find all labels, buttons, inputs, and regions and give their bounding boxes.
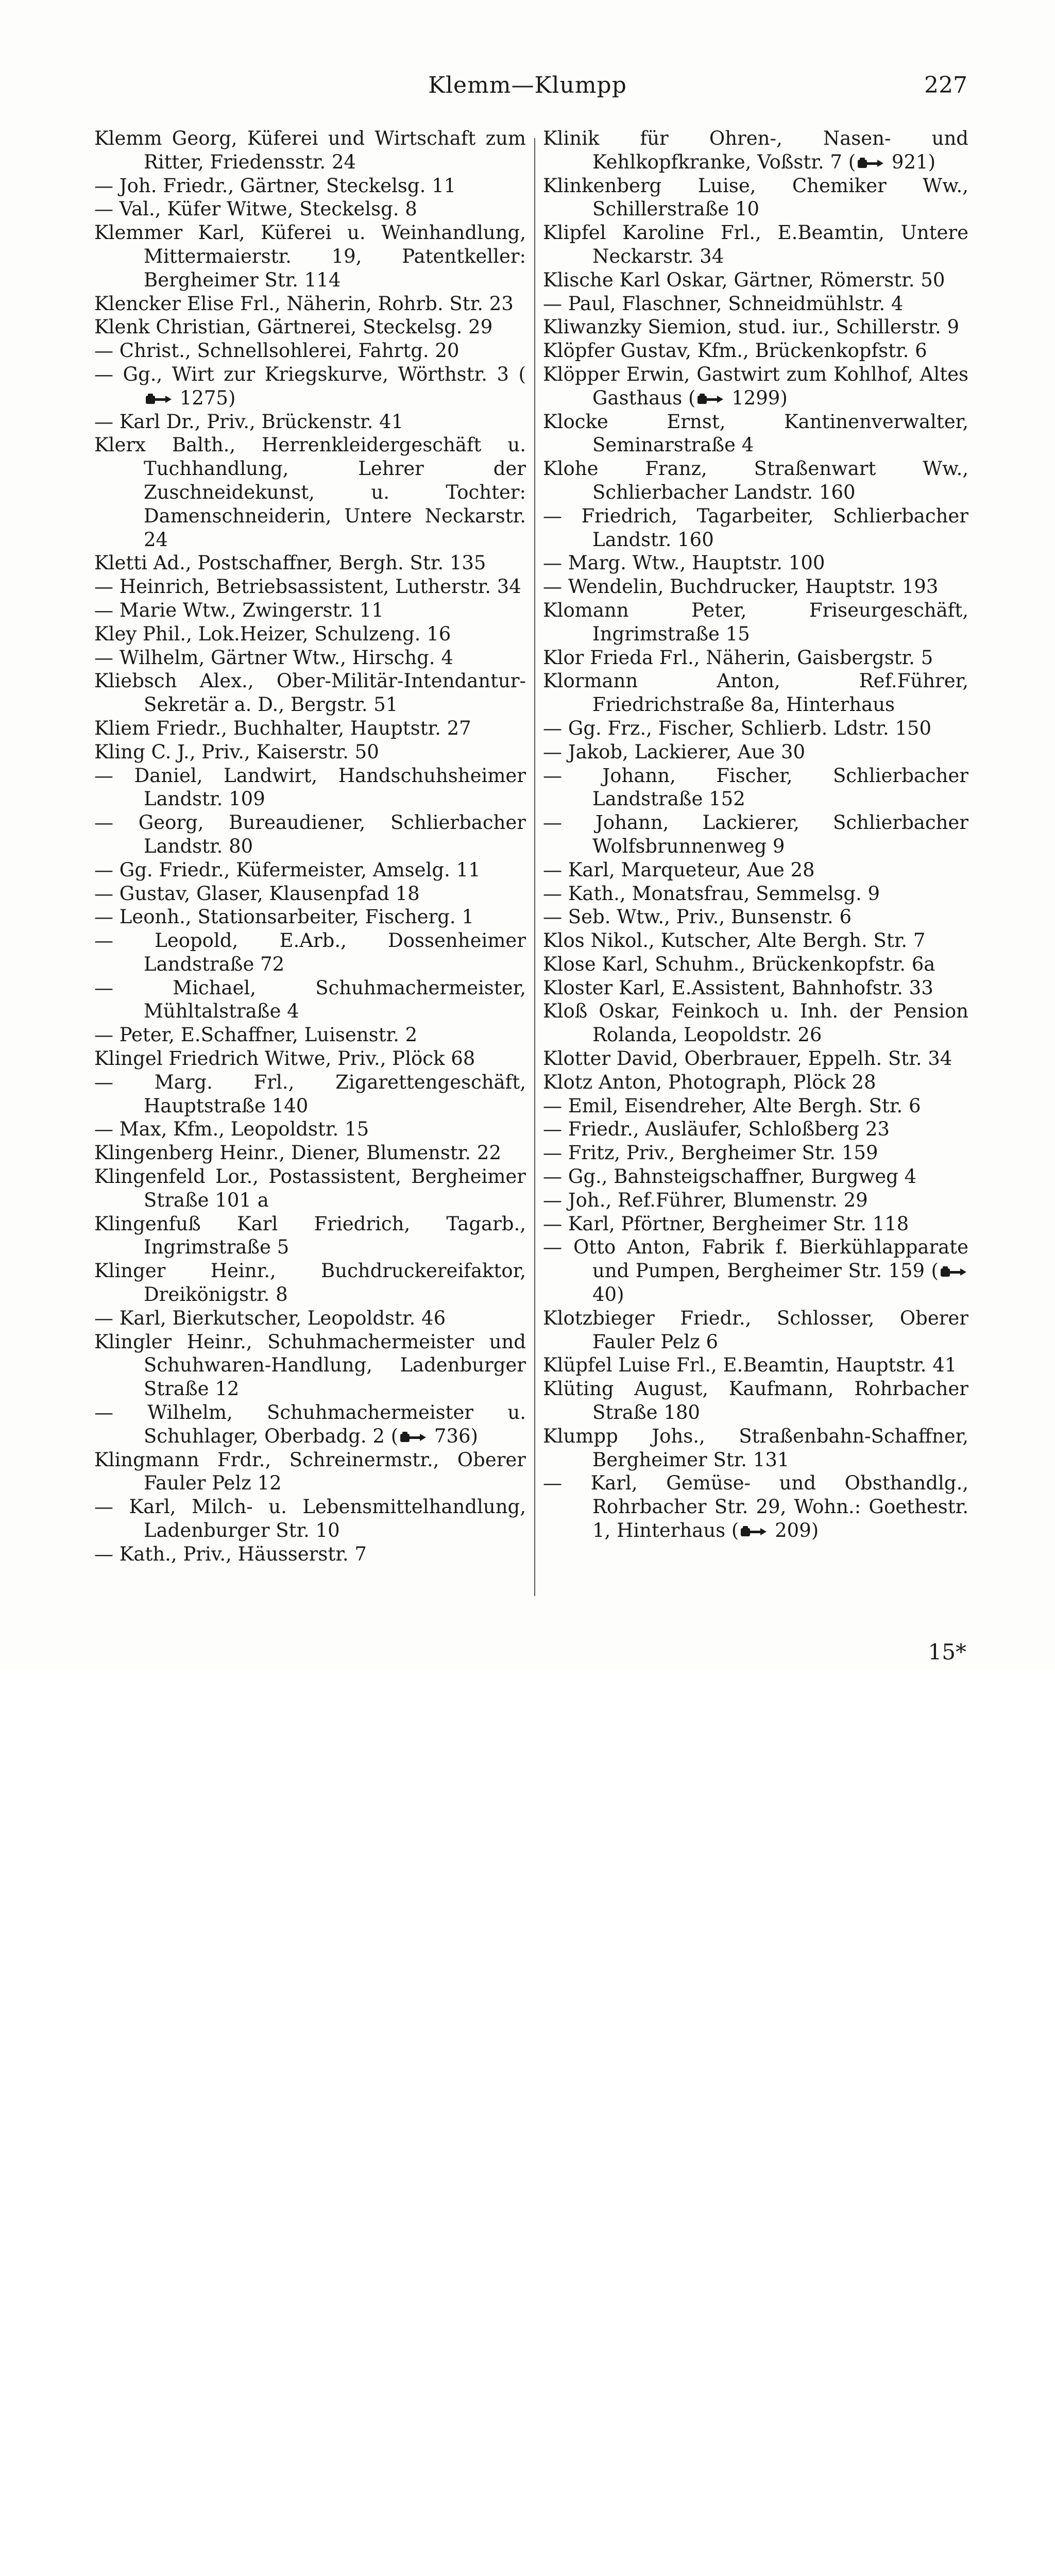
telephone-number: 40 bbox=[592, 1283, 617, 1306]
directory-entry bbox=[94, 1448, 526, 1496]
entry-text: Klinger Heinr., Buchdruckereifaktor, Dreikönigstr. 8 bbox=[94, 1260, 526, 1306]
directory-entry bbox=[543, 1165, 968, 1189]
entry-suffix: ) bbox=[780, 386, 788, 409]
right-column bbox=[543, 127, 968, 1543]
entry-text: Klohe Franz, Straßenwart Ww., Schlierbacher Landstr. 160 bbox=[543, 457, 968, 503]
directory-entry bbox=[94, 717, 526, 740]
entry-text: — Friedrich, Tagarbeiter, Schlierbacher Landstr. 160 bbox=[543, 504, 968, 551]
entry-text: Klingmann Frdr., Schreinermstr., Oberer Fauler Pelz 12 bbox=[94, 1448, 526, 1495]
entry-text: Klotz Anton, Photograph, Plöck 28 bbox=[543, 1071, 876, 1093]
directory-entry bbox=[543, 669, 968, 717]
entry-text: Klemmer Karl, Küferei u. Weinhandlung, Mittermaierstr. 19, Patentkeller: Bergheimer Str. 114 bbox=[94, 222, 526, 291]
directory-entry bbox=[94, 339, 526, 363]
entry-text: Klose Karl, Schuhm., Brückenkopfstr. 6a bbox=[543, 953, 935, 975]
directory-entry bbox=[543, 292, 968, 316]
entry-suffix: ) bbox=[617, 1283, 624, 1306]
directory-entry bbox=[94, 1495, 526, 1543]
entry-text: — Daniel, Landwirt, Handschuhsheimer Landstr. 109 bbox=[94, 764, 526, 810]
telephone-number: 209 bbox=[769, 1519, 811, 1542]
directory-entry bbox=[543, 976, 968, 1000]
entry-text: Klinik für Ohren-, Nasen- und Kehlkopfkranke, Voßstr. 7 ( bbox=[543, 127, 968, 173]
directory-entry bbox=[94, 811, 526, 858]
directory-entry bbox=[94, 976, 526, 1024]
entry-text: Klotzbieger Friedr., Schlosser, Oberer Fauler Pelz 6 bbox=[543, 1307, 968, 1353]
telephone-icon bbox=[740, 1525, 768, 1538]
directory-entry bbox=[543, 410, 968, 457]
entry-text: Kliwanzky Siemion, stud. iur., Schillerstr. 9 bbox=[543, 316, 960, 338]
entry-text: Klocke Ernst, Kantinenverwalter, Seminarstraße 4 bbox=[543, 410, 968, 456]
entry-text: — Val., Küfer Witwe, Steckelsg. 8 bbox=[94, 198, 417, 221]
entry-text: Klüpfel Luise Frl., E.Beamtin, Hauptstr. 41 bbox=[543, 1354, 957, 1377]
entry-text: Klöpfer Gustav, Kfm., Brückenkopfstr. 6 bbox=[543, 340, 927, 362]
directory-entry bbox=[543, 363, 968, 410]
directory-entry bbox=[543, 882, 968, 906]
entry-text: Klingenberg Heinr., Diener, Blumenstr. 22 bbox=[94, 1142, 502, 1164]
directory-entry bbox=[94, 363, 526, 410]
directory-entry bbox=[543, 1189, 968, 1212]
directory-entry bbox=[543, 1307, 968, 1354]
directory-entry bbox=[543, 127, 968, 174]
entry-text: — Heinrich, Betriebsassistent, Lutherstr. 34 bbox=[94, 575, 521, 598]
entry-text: — Georg, Bureaudiener, Schlierbacher Landstr. 80 bbox=[94, 811, 526, 857]
entry-text: — Marg. Frl., Zigarettengeschäft, Hauptstraße 140 bbox=[94, 1071, 526, 1117]
directory-entry bbox=[94, 292, 526, 316]
entry-text: — Karl, Milch- u. Lebensmittelhandlung, Ladenburger Str. 10 bbox=[94, 1496, 526, 1542]
entry-text: Klencker Elise Frl., Näherin, Rohrb. Str. 23 bbox=[94, 292, 514, 315]
directory-entry bbox=[94, 622, 526, 646]
directory-entry bbox=[94, 740, 526, 764]
left-column bbox=[94, 127, 526, 1566]
entry-text: Klische Karl Oskar, Gärtner, Römerstr. 50 bbox=[543, 268, 945, 291]
entry-text: Klingenfeld Lor., Postassistent, Bergheimer Straße 101 a bbox=[94, 1165, 526, 1211]
directory-entry bbox=[543, 457, 968, 504]
directory-entry bbox=[543, 1094, 968, 1118]
entry-text: Klomann Peter, Friseurgeschäft, Ingrimstraße 15 bbox=[543, 599, 968, 645]
directory-entry bbox=[94, 1543, 526, 1566]
entry-text: Klingel Friedrich Witwe, Priv., Plöck 68 bbox=[94, 1047, 475, 1070]
entry-text: Kliem Friedr., Buchhalter, Hauptstr. 27 bbox=[94, 717, 471, 739]
directory-entry bbox=[543, 1141, 968, 1165]
entry-suffix: ) bbox=[811, 1519, 819, 1542]
entry-text: — Gg., Bahnsteigschaffner, Burgweg 4 bbox=[543, 1165, 917, 1188]
directory-entry bbox=[543, 1117, 968, 1141]
entry-text: Klingenfuß Karl Friedrich, Tagarb., Ingrimstraße 5 bbox=[94, 1212, 526, 1259]
entry-text: — Seb. Wtw., Priv., Bunsenstr. 6 bbox=[543, 906, 852, 928]
directory-entry bbox=[543, 1425, 968, 1472]
directory-entry bbox=[543, 811, 968, 858]
directory-entry bbox=[94, 127, 526, 174]
signature-mark: 15* bbox=[928, 1639, 966, 1665]
directory-entry bbox=[543, 764, 968, 811]
entry-text: — Kath., Priv., Häusserstr. 7 bbox=[94, 1543, 367, 1565]
entry-text: — Gg. Frz., Fischer, Schlierb. Ldstr. 150 bbox=[543, 717, 931, 739]
entry-text: — Christ., Schnellsohlerei, Fahrtg. 20 bbox=[94, 340, 460, 362]
directory-entry bbox=[94, 174, 526, 198]
telephone-number: 1299 bbox=[725, 386, 780, 409]
entry-text: Kliebsch Alex., Ober-Militär-Intendantur-Sekretär a. D., Bergstr. 51 bbox=[94, 670, 526, 716]
directory-entry bbox=[94, 197, 526, 221]
directory-entry bbox=[94, 221, 526, 292]
directory-entry bbox=[543, 504, 968, 552]
directory-entry bbox=[543, 551, 968, 575]
directory-entry bbox=[543, 740, 968, 764]
directory-entry bbox=[94, 646, 526, 670]
entry-text: — Karl, Gemüse- und Obsthandlg., Rohrbacher Str. 29, Wohn.: Goethestr. 1, Hinterhaus ( bbox=[543, 1472, 968, 1542]
entry-text: Klerx Balth., Herrenkleidergeschäft u. Tuchhandlung, Lehrer der Zuschneidekunst, u. Tochter: Damenschneiderin, Untere Neckarstr. 24 bbox=[94, 434, 526, 551]
directory-entry bbox=[94, 1401, 526, 1448]
directory-entry bbox=[543, 929, 968, 953]
page-number: 227 bbox=[924, 72, 967, 98]
entry-text: — Otto Anton, Fabrik f. Bierkühlapparate und Pumpen, Bergheimer Str. 159 ( bbox=[543, 1236, 968, 1282]
directory-entry bbox=[543, 315, 968, 339]
entry-text: — Karl, Bierkutscher, Leopoldstr. 46 bbox=[94, 1307, 446, 1329]
entry-text: Klöpper Erwin, Gastwirt zum Kohlhof, Altes Gasthaus ( bbox=[543, 363, 968, 409]
directory-entry bbox=[543, 953, 968, 976]
entry-text: Klüting August, Kaufmann, Rohrbacher Straße 180 bbox=[543, 1378, 968, 1424]
entry-text: Kling C. J., Priv., Kaiserstr. 50 bbox=[94, 740, 379, 763]
directory-entry bbox=[94, 858, 526, 882]
entry-text: Klipfel Karoline Frl., E.Beamtin, Untere Neckarstr. 34 bbox=[543, 222, 968, 267]
entry-text: Klenk Christian, Gärtnerei, Steckelsg. 29 bbox=[94, 316, 493, 338]
directory-entry bbox=[94, 882, 526, 906]
directory-entry bbox=[94, 1047, 526, 1071]
telephone-number: 736 bbox=[428, 1425, 471, 1447]
entry-text: Kloster Karl, E.Assistent, Bahnhofstr. 33 bbox=[543, 976, 933, 999]
entry-text: Klinkenberg Luise, Chemiker Ww., Schillerstraße 10 bbox=[543, 174, 968, 221]
directory-entry bbox=[543, 1047, 968, 1071]
entry-text: Klos Nikol., Kutscher, Alte Bergh. Str. 7 bbox=[543, 929, 926, 952]
directory-entry bbox=[94, 669, 526, 717]
entry-text: — Karl Dr., Priv., Brückenstr. 41 bbox=[94, 410, 404, 433]
entry-text: — Joh., Ref.Führer, Blumenstr. 29 bbox=[543, 1189, 868, 1211]
directory-entry bbox=[543, 575, 968, 599]
directory-entry bbox=[94, 599, 526, 622]
directory-entry bbox=[94, 551, 526, 575]
entry-text: — Emil, Eisendreher, Alte Bergh. Str. 6 bbox=[543, 1094, 921, 1117]
column-divider bbox=[534, 138, 535, 1596]
entry-suffix: ) bbox=[928, 150, 935, 173]
directory-entry bbox=[94, 1071, 526, 1118]
entry-text: — Peter, E.Schaffner, Luisenstr. 2 bbox=[94, 1024, 418, 1046]
directory-entry bbox=[543, 174, 968, 222]
running-title: Klemm—Klumpp bbox=[428, 72, 627, 98]
directory-entry bbox=[543, 1235, 968, 1306]
entry-text: Klotter David, Oberbrauer, Eppelh. Str. 34 bbox=[543, 1047, 952, 1070]
directory-entry bbox=[543, 905, 968, 929]
entry-text: — Wilhelm, Schuhmachermeister u. Schuhlager, Oberbadg. 2 ( bbox=[94, 1401, 526, 1447]
directory-entry bbox=[543, 646, 968, 670]
directory-entry bbox=[94, 929, 526, 976]
directory-entry bbox=[543, 1471, 968, 1542]
entry-text: — Gg. Friedr., Küfermeister, Amselg. 11 bbox=[94, 858, 481, 881]
entry-text: — Gustav, Glaser, Klausenpfad 18 bbox=[94, 882, 420, 905]
entry-text: Kley Phil., Lok.Heizer, Schulzeng. 16 bbox=[94, 622, 451, 645]
entry-text: — Johann, Fischer, Schlierbacher Landstraße 152 bbox=[543, 764, 968, 810]
entry-text: — Michael, Schuhmachermeister, Mühltalstraße 4 bbox=[94, 976, 526, 1023]
telephone-icon bbox=[145, 393, 173, 406]
entry-text: Kloß Oskar, Feinkoch u. Inh. der Pension Rolanda, Leopoldstr. 26 bbox=[543, 1000, 968, 1046]
entry-text: — Johann, Lackierer, Schlierbacher Wolfsbrunnenweg 9 bbox=[543, 811, 968, 857]
entry-text: — Leopold, E.Arb., Dossenheimer Landstraße 72 bbox=[94, 929, 526, 975]
directory-entry bbox=[94, 433, 526, 551]
telephone-number: 1275 bbox=[174, 386, 228, 409]
directory-entry bbox=[543, 717, 968, 740]
entry-text: — Marie Wtw., Zwingerstr. 11 bbox=[94, 599, 384, 621]
directory-entry bbox=[543, 1071, 968, 1094]
entry-text: Klingler Heinr., Schuhmachermeister und Schuhwaren-Handlung, Ladenburger Straße 12 bbox=[94, 1330, 526, 1400]
directory-entry bbox=[543, 268, 968, 292]
entry-text: Kletti Ad., Postschaffner, Bergh. Str. 135 bbox=[94, 552, 486, 574]
telephone-number: 921 bbox=[886, 150, 928, 173]
entry-text: Klemm Georg, Küferei und Wirtschaft zum Ritter, Friedensstr. 24 bbox=[94, 127, 526, 173]
telephone-icon bbox=[857, 157, 884, 170]
telephone-icon bbox=[399, 1431, 427, 1444]
entry-text: Klumpp Johs., Straßenbahn-Schaffner, Bergheimer Str. 131 bbox=[543, 1425, 968, 1471]
directory-entry bbox=[94, 410, 526, 434]
directory-entry bbox=[94, 575, 526, 599]
entry-text: — Karl, Pförtner, Bergheimer Str. 118 bbox=[543, 1212, 909, 1235]
entry-text: — Joh. Friedr., Gärtner, Steckelsg. 11 bbox=[94, 174, 456, 197]
entry-text: Klormann Anton, Ref.Führer, Friedrichstraße 8a, Hinterhaus bbox=[543, 670, 968, 716]
directory-entry bbox=[543, 1377, 968, 1425]
entry-suffix: ) bbox=[228, 386, 236, 409]
entry-suffix: ) bbox=[470, 1425, 478, 1447]
directory-entry bbox=[543, 339, 968, 363]
telephone-icon bbox=[940, 1265, 967, 1279]
directory-entry bbox=[94, 764, 526, 811]
entry-text: — Leonh., Stationsarbeiter, Fischerg. 1 bbox=[94, 906, 474, 928]
directory-entry bbox=[94, 1117, 526, 1141]
entry-text: — Wendelin, Buchdrucker, Hauptstr. 193 bbox=[543, 575, 939, 598]
entry-text: — Paul, Flaschner, Schneidmühlstr. 4 bbox=[543, 292, 904, 315]
directory-entry bbox=[543, 999, 968, 1047]
entry-text: — Max, Kfm., Leopoldstr. 15 bbox=[94, 1118, 369, 1141]
telephone-icon bbox=[696, 393, 724, 406]
directory-entry bbox=[543, 1212, 968, 1236]
directory-entry bbox=[94, 1330, 526, 1401]
entry-text: — Fritz, Priv., Bergheimer Str. 159 bbox=[543, 1142, 878, 1164]
entry-text: — Friedr., Ausläufer, Schloßberg 23 bbox=[543, 1118, 890, 1141]
entry-text: Klor Frieda Frl., Näherin, Gaisbergstr. 5 bbox=[543, 646, 933, 669]
entry-text: — Jakob, Lackierer, Aue 30 bbox=[543, 740, 806, 763]
directory-entry bbox=[94, 905, 526, 929]
directory-entry bbox=[94, 1259, 526, 1307]
directory-entry bbox=[543, 858, 968, 882]
directory-entry bbox=[94, 1023, 526, 1047]
directory-entry bbox=[94, 1212, 526, 1260]
digitization-footer bbox=[0, 1669, 1055, 1733]
entry-text: — Gg., Wirt zur Kriegskurve, Wörthstr. 3 ( bbox=[94, 363, 526, 385]
directory-entry bbox=[94, 315, 526, 339]
entry-text: — Marg. Wtw., Hauptstr. 100 bbox=[543, 552, 825, 574]
entry-text: — Wilhelm, Gärtner Wtw., Hirschg. 4 bbox=[94, 646, 453, 669]
entry-text: — Karl, Marqueteur, Aue 28 bbox=[543, 858, 815, 881]
directory-entry bbox=[543, 221, 968, 268]
directory-entry bbox=[543, 599, 968, 646]
directory-entry bbox=[543, 1353, 968, 1377]
directory-entry bbox=[94, 1165, 526, 1212]
directory-entry bbox=[94, 1307, 526, 1330]
directory-entry bbox=[94, 1141, 526, 1165]
entry-text: — Kath., Monatsfrau, Semmelsg. 9 bbox=[543, 882, 880, 905]
